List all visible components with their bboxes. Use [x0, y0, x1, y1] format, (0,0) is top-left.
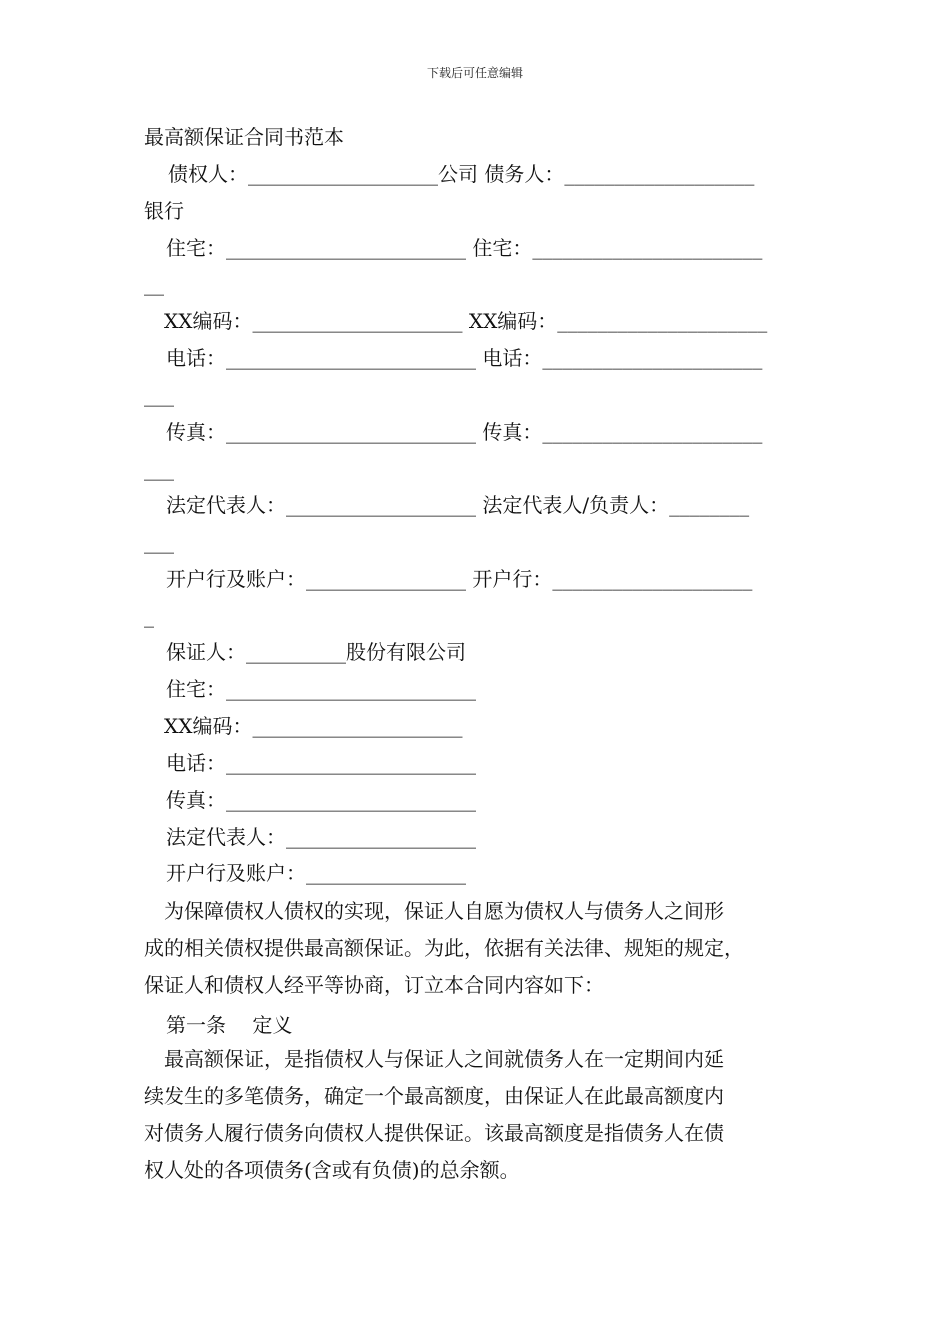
document-title: 最高额保证合同书范本 — [144, 125, 344, 149]
article-1-paragraph — [144, 1041, 824, 1189]
legal-rep-line: 法定代表人：___________________ 法定代表人/负责人：________ — [166, 493, 750, 517]
guarantor-bank-account-line: 开户行及账户：________________ — [166, 861, 466, 885]
guarantor-line: 保证人：__________股份有限公司 — [166, 640, 466, 664]
article-1-line: 续发生的多笔债务，确定一个最高额度，由保证人在此最高额度内 — [144, 1084, 724, 1108]
postcode-line: XX编码：_____________________ XX编码：_____________________ — [164, 309, 768, 333]
preamble-paragraph — [144, 893, 824, 1004]
guarantor-address-line: 住宅：_________________________ — [166, 677, 476, 701]
phone-line: 电话：_________________________ 电话：______________________ — [166, 346, 763, 370]
article-1-line: 最高额保证，是指债权人与保证人之间就债务人在一定期间内延 — [144, 1047, 724, 1071]
preamble-line: 成的相关债权提供最高额保证。为此，依据有关法律、规矩的规定， — [144, 936, 744, 960]
legal-rep-wrap-line: ___ — [144, 530, 174, 554]
article-1-heading: 第一条 定义 — [166, 1013, 293, 1037]
address-wrap-line: __ — [144, 272, 164, 296]
guarantor-postcode-line: XX编码：_____________________ — [164, 714, 463, 738]
fax-line: 传真：_________________________ 传真：______________________ — [166, 420, 763, 444]
fax-wrap-line: ___ — [144, 457, 174, 481]
preamble-line: 为保障债权人债权的实现，保证人自愿为债权人与债务人之间形 — [144, 899, 724, 923]
creditor-debtor-line: 债权人：___________________公司 债务人：___________________ — [168, 162, 755, 186]
address-line: 住宅：________________________ 住宅：_______________________ — [166, 236, 763, 260]
page-header-note: 下载后可任意编辑 — [426, 66, 523, 80]
bank-account-line: 开户行及账户：________________ 开户行：____________________ — [166, 567, 753, 591]
guarantor-fax-line: 传真：_________________________ — [166, 788, 476, 812]
article-1-line: 权人处的各项债务(含或有负债)的总余额。 — [144, 1158, 520, 1182]
bank-account-wrap-line: _ — [144, 604, 154, 628]
debtor-bank-line: 银行 — [144, 199, 184, 223]
guarantor-legal-rep-line: 法定代表人：___________________ — [166, 825, 476, 849]
guarantor-phone-line: 电话：_________________________ — [166, 751, 476, 775]
phone-wrap-line: ___ — [144, 383, 174, 407]
article-1-line: 对债务人履行债务向债权人提供保证。该最高额度是指债务人在债 — [144, 1121, 724, 1145]
preamble-line: 保证人和债权人经平等协商，订立本合同内容如下： — [144, 973, 604, 997]
